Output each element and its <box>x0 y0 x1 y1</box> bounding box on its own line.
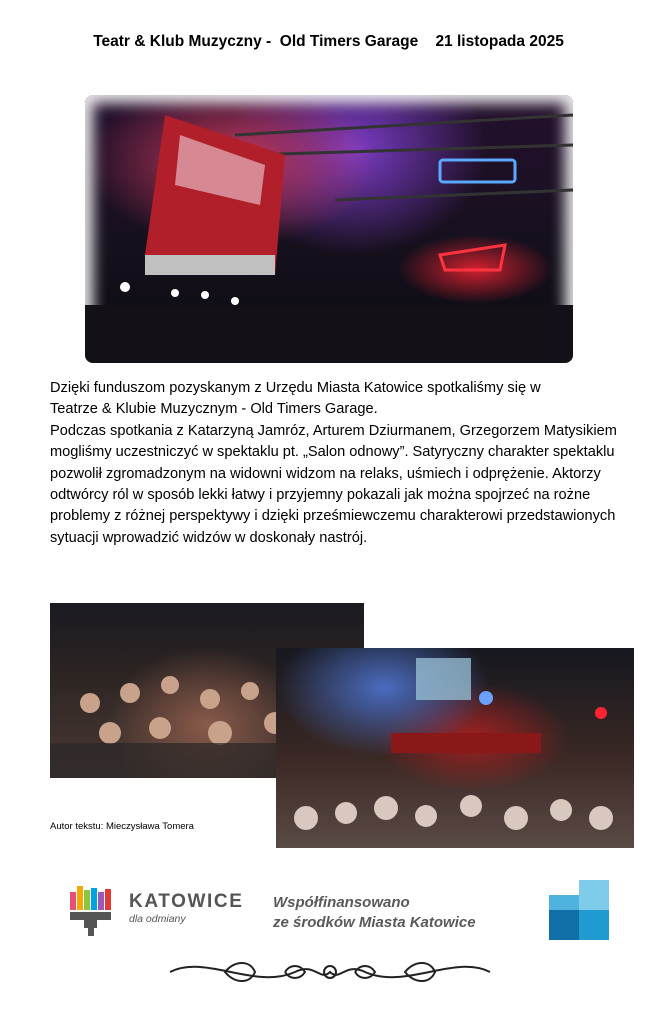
paragraph-2: Podczas spotkania z Katarzyną Jamróz, Arturem Dziurmanem, Grzegorzem Matysikiem mogliśmy uczestniczyć w spektaklu pt. „Salon odnowy”. Satyryczny charakter spektaklu pozwolił zgromadzonym na widowni widzom na relaks, uśmiech i odprężenie. Aktorzy odtwórcy ról w sposób lekki łatwy i przyjemny pokazali jak można spojrzeć na rożne problemy z różnej perspektywy i dzięki prześmiewczemu charakterowi przedstawionych sytuacji wprowadzić widzów w doskonały nastrój. <box>50 422 617 546</box>
katowice-logo-icon <box>70 886 116 938</box>
cofinancing-line-2: ze środków Miasta Katowice <box>273 914 476 931</box>
paragraph-1-line-1: Dzięki funduszom pozyskanym z Urzędu Miasta Katowice spotkaliśmy się w <box>50 380 541 396</box>
logo-tagline: dla odmiany <box>129 913 186 925</box>
paragraph-1-line-2: Teatrze & Klubie Muzycznym - Old Timers Garage. <box>50 401 378 418</box>
cofinancing-note <box>273 893 476 933</box>
decorative-ornament <box>165 952 495 992</box>
venue-title: Teatr & Klub Muzyczny - Old Timers Garage <box>93 33 419 50</box>
stage-illustration <box>85 95 573 363</box>
stage-photo <box>85 95 573 363</box>
paragraph-1 <box>50 378 620 421</box>
audience-illustration-right <box>276 648 634 848</box>
article-body <box>50 378 620 549</box>
blue-squares-logo-icon <box>549 880 609 940</box>
logo-name: KATOWICE <box>129 891 244 912</box>
author-credit: Autor tekstu: Mieczysława Tomera <box>50 821 194 832</box>
page-header <box>0 33 657 51</box>
cofinancing-line-1: Współfinansowano <box>273 894 410 911</box>
event-date: 21 listopada 2025 <box>435 33 564 50</box>
audience-photo-right <box>276 648 634 848</box>
